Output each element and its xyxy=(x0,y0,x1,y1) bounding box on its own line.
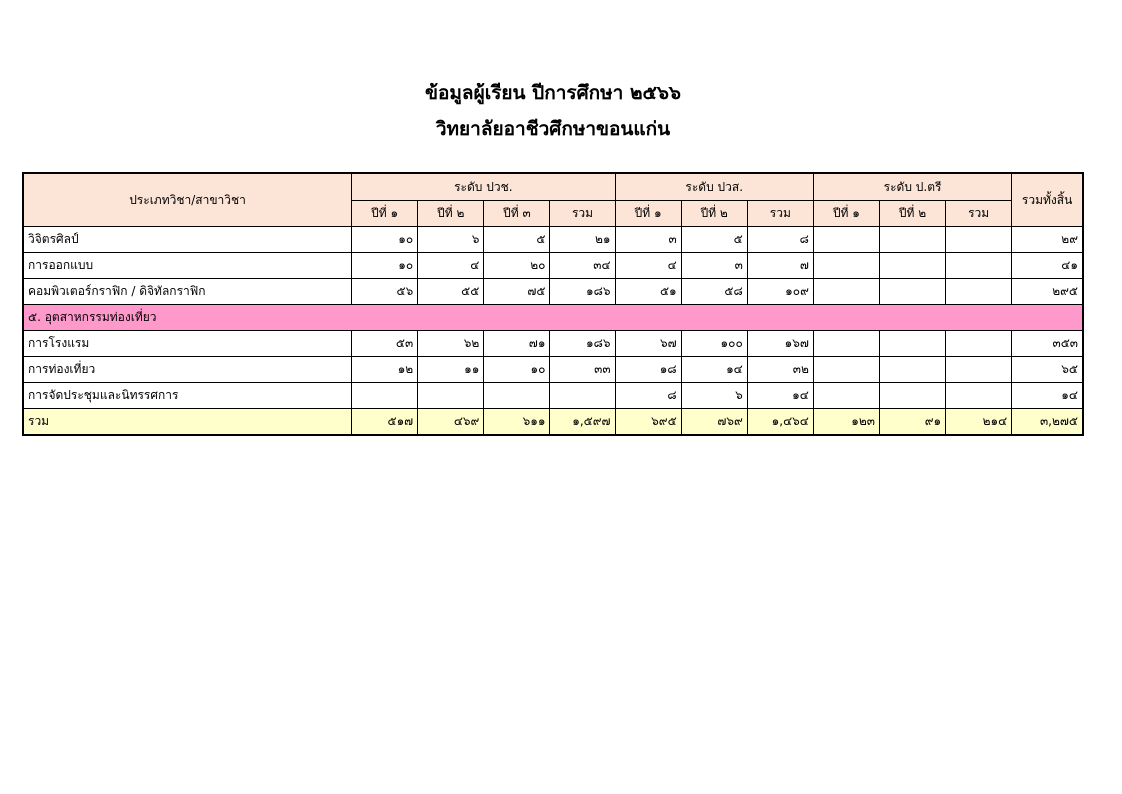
cell-pvs1: ๓ xyxy=(615,227,681,253)
header-level-pvs: ระดับ ปวส. xyxy=(615,173,813,201)
table-row xyxy=(23,227,1083,253)
cell-pvs2: ๓ xyxy=(681,253,747,279)
header-bach-year2: ปีที่ ๒ xyxy=(879,201,945,227)
cell-pvch1: ๕๖ xyxy=(352,279,418,305)
cell-total: ๔๑ xyxy=(1012,253,1083,279)
row-name: การโรงแรม xyxy=(23,331,352,357)
total-pvs-sum: ๑,๔๖๔ xyxy=(747,409,813,436)
table-row xyxy=(23,253,1083,279)
header-pvch-year1: ปีที่ ๑ xyxy=(352,201,418,227)
header-pvch-year2: ปีที่ ๒ xyxy=(418,201,484,227)
row-name: วิจิตรศิลป์ xyxy=(23,227,352,253)
cell-bach-sum xyxy=(946,279,1012,305)
cell-pvch-sum: ๑๘๖ xyxy=(550,279,615,305)
cell-pvch-sum: ๓๓ xyxy=(550,357,615,383)
cell-bach-sum xyxy=(946,383,1012,409)
cell-bach1 xyxy=(813,227,879,253)
cell-pvs2: ๕๘ xyxy=(681,279,747,305)
cell-bach-sum xyxy=(946,331,1012,357)
total-label: รวม xyxy=(23,409,352,436)
cell-pvch3 xyxy=(484,383,550,409)
cell-pvs1: ๘ xyxy=(615,383,681,409)
page-subtitle: วิทยาลัยอาชีวศึกษาขอนแก่น xyxy=(435,118,671,140)
total-grand: ๓,๒๗๕ xyxy=(1012,409,1083,436)
table-row xyxy=(23,331,1083,357)
cell-pvs1: ๖๗ xyxy=(615,331,681,357)
cell-pvch1 xyxy=(352,383,418,409)
header-grand-total: รวมทั้งสิ้น xyxy=(1012,173,1083,227)
row-name: คอมพิวเตอร์กราฟิก / ดิจิทัลกราฟิก xyxy=(23,279,352,305)
cell-pvs2: ๖ xyxy=(681,383,747,409)
cell-pvch1: ๑๐ xyxy=(352,253,418,279)
total-bach1: ๑๒๓ xyxy=(813,409,879,436)
cell-pvs2: ๑๔ xyxy=(681,357,747,383)
header-category: ประเภทวิชา/สาขาวิชา xyxy=(23,173,352,227)
cell-pvs2: ๕ xyxy=(681,227,747,253)
cell-bach1 xyxy=(813,279,879,305)
cell-total: ๒๙ xyxy=(1012,227,1083,253)
total-pvch3: ๖๑๑ xyxy=(484,409,550,436)
cell-pvch-sum xyxy=(550,383,615,409)
header-pvs-sum: รวม xyxy=(747,201,813,227)
cell-pvs-sum: ๑๐๙ xyxy=(747,279,813,305)
cell-pvch2: ๔ xyxy=(418,253,484,279)
table-row xyxy=(23,279,1083,305)
cell-pvch3: ๗๕ xyxy=(484,279,550,305)
cell-bach1 xyxy=(813,331,879,357)
cell-pvch-sum: ๒๑ xyxy=(550,227,615,253)
cell-bach2 xyxy=(879,253,945,279)
cell-bach1 xyxy=(813,357,879,383)
cell-pvch2: ๖๒ xyxy=(418,331,484,357)
total-bach-sum: ๒๑๔ xyxy=(946,409,1012,436)
cell-bach2 xyxy=(879,279,945,305)
row-name: การท่องเที่ยว xyxy=(23,357,352,383)
cell-pvs-sum: ๘ xyxy=(747,227,813,253)
cell-bach1 xyxy=(813,253,879,279)
cell-pvs-sum: ๑๖๗ xyxy=(747,331,813,357)
cell-bach2 xyxy=(879,383,945,409)
row-name: การจัดประชุมและนิทรรศการ xyxy=(23,383,352,409)
cell-pvs-sum: ๑๔ xyxy=(747,383,813,409)
table-row xyxy=(23,357,1083,383)
total-row xyxy=(23,409,1083,436)
cell-bach1 xyxy=(813,383,879,409)
cell-pvch3: ๗๑ xyxy=(484,331,550,357)
cell-pvs-sum: ๗ xyxy=(747,253,813,279)
cell-pvch3: ๕ xyxy=(484,227,550,253)
cell-pvs1: ๑๘ xyxy=(615,357,681,383)
cell-pvs2: ๑๐๐ xyxy=(681,331,747,357)
row-name: การออกแบบ xyxy=(23,253,352,279)
cell-pvs1: ๕๑ xyxy=(615,279,681,305)
cell-pvch-sum: ๓๔ xyxy=(550,253,615,279)
cell-bach-sum xyxy=(946,227,1012,253)
cell-bach-sum xyxy=(946,357,1012,383)
header-bach-sum: รวม xyxy=(946,201,1012,227)
cell-pvch2: ๖ xyxy=(418,227,484,253)
student-data-table xyxy=(22,172,1084,436)
total-pvch-sum: ๑,๕๙๗ xyxy=(550,409,615,436)
section-row xyxy=(23,305,1083,331)
cell-total: ๑๔ xyxy=(1012,383,1083,409)
header-level-pvch: ระดับ ปวช. xyxy=(352,173,615,201)
cell-pvch2 xyxy=(418,383,484,409)
header-pvs-year1: ปีที่ ๑ xyxy=(615,201,681,227)
header-pvch-year3: ปีที่ ๓ xyxy=(484,201,550,227)
page-title: ข้อมูลผู้เรียน ปีการศึกษา ๒๕๖๖ xyxy=(425,82,681,104)
cell-bach2 xyxy=(879,357,945,383)
header-pvs-year2: ปีที่ ๒ xyxy=(681,201,747,227)
header-bach-year1: ปีที่ ๑ xyxy=(813,201,879,227)
cell-pvch3: ๑๐ xyxy=(484,357,550,383)
total-pvs1: ๖๙๕ xyxy=(615,409,681,436)
cell-pvch1: ๑๒ xyxy=(352,357,418,383)
table-row xyxy=(23,383,1083,409)
cell-total: ๓๕๓ xyxy=(1012,331,1083,357)
cell-bach2 xyxy=(879,331,945,357)
cell-pvs-sum: ๓๒ xyxy=(747,357,813,383)
cell-pvch2: ๑๑ xyxy=(418,357,484,383)
total-pvch2: ๔๖๙ xyxy=(418,409,484,436)
cell-bach-sum xyxy=(946,253,1012,279)
total-bach2: ๙๑ xyxy=(879,409,945,436)
cell-pvch-sum: ๑๘๖ xyxy=(550,331,615,357)
cell-pvch3: ๒๐ xyxy=(484,253,550,279)
cell-pvch2: ๕๕ xyxy=(418,279,484,305)
cell-pvch1: ๕๓ xyxy=(352,331,418,357)
cell-total: ๒๙๕ xyxy=(1012,279,1083,305)
cell-bach2 xyxy=(879,227,945,253)
section-label: ๕. อุตสาหกรรมท่องเที่ยว xyxy=(23,305,1083,331)
header-pvch-sum: รวม xyxy=(550,201,615,227)
cell-pvs1: ๔ xyxy=(615,253,681,279)
header-level-bachelor: ระดับ ป.ตรี xyxy=(813,173,1011,201)
total-pvch1: ๕๑๗ xyxy=(352,409,418,436)
cell-pvch1: ๑๐ xyxy=(352,227,418,253)
cell-total: ๖๕ xyxy=(1012,357,1083,383)
total-pvs2: ๗๖๙ xyxy=(681,409,747,436)
